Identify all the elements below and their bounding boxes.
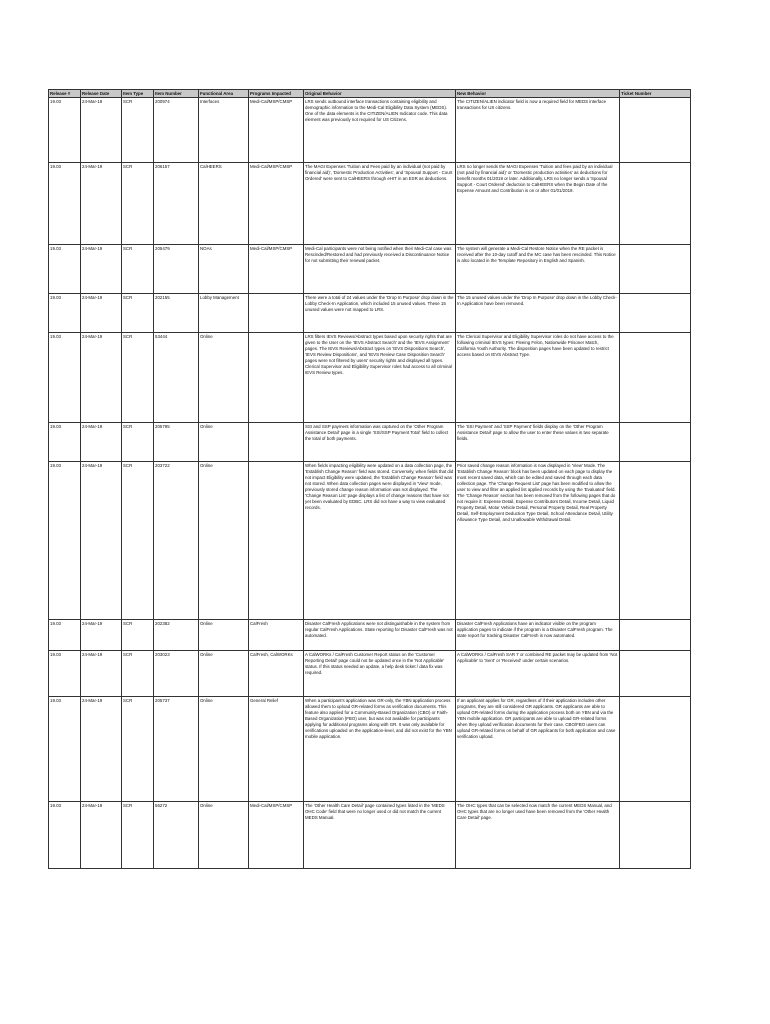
cell-new-behavior: LRS no longer sends the MAGI Expenses 'Tuition and fees paid by an individual (not paid by financial aid)' or 'Domestic production activities' as deductions for benefit months 01/2019 or later. Additionally, LRS no longer sends a 'Spousal Support - Court Ordered' deduction to CalHEERS when the Begin Date of the Expense Amount and Contribution is on or after 01/01/2019. [456,163,620,245]
table-row [49,651,691,697]
cell-ticket-number [620,620,691,651]
table-row [49,620,691,651]
cell-item-type: SCR [122,245,154,294]
table-row [49,245,691,294]
cell-ticket-number [620,697,691,802]
cell-release: 19.03 [49,462,81,620]
cell-programs-impacted: CalFresh, CalWORKs [249,651,304,697]
cell-new-behavior: The OHC types that can be selected now match the current MEDS Manual, and OHC types that are no longer used have been removed from the 'Other Health Care Detail' page. [456,802,620,869]
cell-item-type: SCR [122,462,154,620]
col-header-item-type: Item Type [122,90,154,98]
cell-functional-area: Lobby Management [199,294,249,333]
cell-functional-area: Online [199,462,249,620]
cell-item-number: 205737 [154,697,199,802]
col-header-release: Release # [49,90,81,98]
table-row [49,163,691,245]
cell-programs-impacted: Medi-Cal/MSP/CMSP [249,98,304,163]
cell-programs-impacted: CalFresh [249,620,304,651]
cell-item-number: 202382 [154,620,199,651]
cell-item-type: SCR [122,651,154,697]
cell-new-behavior: The Clerical Supervisor and Eligibility Supervisor roles do not have access to the following criminal IEVS types: Fleeing Felon, Nationwide Prisoner Match, California Youth Authority. The disposition pages have been updated to restrict access based on IEVS Abstract Type. [456,333,620,423]
cell-release-date: 24-Mar-19 [81,651,122,697]
cell-new-behavior: A CalWORKs / CalFresh SAR 7 or combined RE packet may be updated from 'Not Applicable' to 'Sent' or 'Received' under certain scenarios. [456,651,620,697]
cell-item-number: 53444 [154,333,199,423]
cell-ticket-number [620,333,691,423]
cell-release: 19.03 [49,294,81,333]
cell-new-behavior: If an applicant applies for GR, regardless of if their application includes other programs, they are still considered GR applicants. GR applicants are able to upload GR-related forms during the application process both on YBN and via the YBN mobile application. GR participants are able to upload GR-related forms when they upload verification documents for their case. CBO/FBO users can upload GR-related forms on behalf of GR applicants for both application and case verification upload. [456,697,620,802]
cell-original-behavior: The MAGI Expenses 'Tuition and Fees paid by an individual (not paid by financial aid)', 'Domestic Production Activities', and 'Spousal Support - Court Ordered' were sent to CalHEERS through eHIT in an ESR as deductions. [304,163,456,245]
table-row [49,697,691,802]
table-row [49,294,691,333]
cell-functional-area: Online [199,697,249,802]
cell-programs-impacted: Medi-Cal/MSP/CMSP [249,802,304,869]
cell-item-number: 200974 [154,98,199,163]
cell-original-behavior: There were a total of 24 values under the 'Drop In Purpose' drop down in the Lobby Check-In Application, which included 15 unused values. These 15 unused values were not mapped to LRS. [304,294,456,333]
cell-original-behavior: SSI and SSP payment information was captured on the 'Other Program Assistance Detail' page in a single 'SSI/SSP Payment Total' field to collect the total of both payments. [304,423,456,462]
cell-release-date: 24-Mar-19 [81,294,122,333]
cell-original-behavior: A CalWORKs / CalFresh Customer Report status on the 'Customer Reporting Detail' page could not be updated once in the 'Not Applicable' status. If this status needed an update, a help desk ticket / data fix was required. [304,651,456,697]
table-row [49,802,691,869]
cell-release-date: 24-Mar-19 [81,163,122,245]
cell-ticket-number [620,163,691,245]
cell-release-date: 24-Mar-19 [81,98,122,163]
col-header-ticket-number: Ticket Number [620,90,691,98]
cell-ticket-number [620,423,691,462]
cell-item-number: 206157 [154,163,199,245]
cell-release-date: 24-Mar-19 [81,462,122,620]
cell-release-date: 24-Mar-19 [81,620,122,651]
cell-release: 19.03 [49,163,81,245]
cell-original-behavior: When fields impacting eligibility were updated on a data collection page, the 'Establish Change Reason' field was stored. Conversely, when fields that did not impact Eligibility were updated, the 'Establish Change Reason' field was not stored. When data collection pages were displayed in 'View' mode, previously stored change reason information was not displayed. The 'Change Reason List' page displays a list of change reasons that have not yet been evaluated by EDBC. LRS did not have a way to view evaluated records. [304,462,456,620]
table-row [49,462,691,620]
cell-original-behavior: Disaster CalFresh Applications were not distinguishable in the system from regular CalFresh Applications. State reporting for Disaster CalFresh was not automated. [304,620,456,651]
col-header-programs-impacted: Programs Impacted [249,90,304,98]
cell-release: 19.03 [49,245,81,294]
cell-item-type: SCR [122,294,154,333]
col-header-original-behavior: Original Behavior [304,90,456,98]
cell-ticket-number [620,294,691,333]
cell-release: 19.03 [49,651,81,697]
cell-item-type: SCR [122,423,154,462]
col-header-item-number: Item Number [154,90,199,98]
cell-item-number: 205479 [154,245,199,294]
cell-release: 19.03 [49,802,81,869]
cell-ticket-number [620,98,691,163]
col-header-functional-area: Functional Area [199,90,249,98]
cell-functional-area: NOAs [199,245,249,294]
cell-functional-area: Online [199,333,249,423]
cell-item-number: 203023 [154,651,199,697]
cell-functional-area: CalHEERS [199,163,249,245]
cell-programs-impacted [249,294,304,333]
table-row [49,98,691,163]
table-row [49,423,691,462]
cell-new-behavior: The system will generate a Medi-Cal Restore Notice when the RE packet is received after the 10-day cutoff and the MC case has been rescinded. This Notice is also located in the Template Repository in English and Spanish. [456,245,620,294]
cell-release: 19.03 [49,98,81,163]
release-notes-table [48,89,691,869]
cell-functional-area: Online [199,802,249,869]
cell-new-behavior: The 'SSI Payment' and 'SSP Payment' fields display on the 'Other Program Assistance Detail' page to allow the user to enter these values in two separate fields. [456,423,620,462]
cell-release-date: 24-Mar-19 [81,245,122,294]
cell-new-behavior: The 15 unused values under the 'Drop In Purpose' drop down in the Lobby Check-In Application have been removed. [456,294,620,333]
cell-item-type: SCR [122,802,154,869]
cell-ticket-number [620,802,691,869]
cell-functional-area: Online [199,651,249,697]
cell-item-number: 56272 [154,802,199,869]
col-header-new-behavior: New Behavior [456,90,620,98]
cell-programs-impacted: General Relief [249,697,304,802]
cell-programs-impacted [249,333,304,423]
cell-functional-area: Online [199,423,249,462]
release-notes-sheet [48,89,690,869]
cell-release: 19.03 [49,620,81,651]
cell-release: 19.03 [49,333,81,423]
cell-programs-impacted: Medi-Cal/MSP/CMSP [249,245,304,294]
cell-ticket-number [620,462,691,620]
cell-original-behavior: The 'Other Health Care Detail' page contained types listed in the 'MEDS OHC Code' field that were no longer used or did not match the current MEDS Manual. [304,802,456,869]
cell-release-date: 24-Mar-19 [81,333,122,423]
cell-release-date: 24-Mar-19 [81,697,122,802]
cell-item-type: SCR [122,620,154,651]
cell-functional-area: Online [199,620,249,651]
header-row [49,90,691,98]
cell-functional-area: Interfaces [199,98,249,163]
cell-release: 19.03 [49,423,81,462]
cell-programs-impacted [249,462,304,620]
cell-new-behavior: The CITIZEN/ALIEN indicator field is now a required field for MEDS interface transactions for US citizens. [456,98,620,163]
cell-item-number: 202155 [154,294,199,333]
cell-item-type: SCR [122,333,154,423]
cell-item-type: SCR [122,98,154,163]
cell-new-behavior: Disaster CalFresh Applications have an indicator visible on the program application pages to indicate if the program is a Disaster CalFresh program. The state report for tracking Disaster CalFresh is now automated. [456,620,620,651]
cell-original-behavior: Medi-Cal participants were not being notified when their Medi-Cal case was Rescinded/Restored and had previously received a Discontinuance Notice for not submitting their renewal packet. [304,245,456,294]
cell-item-type: SCR [122,163,154,245]
cell-ticket-number [620,651,691,697]
cell-release-date: 24-Mar-19 [81,802,122,869]
cell-original-behavior: When a participant's application was GR-only, the YBN application process allowed them to upload GR-related forms as verification documents. This feature also applied for a Community-Based Organization (CBO) or Faith-Based Organization (FBO) user, but was not available for participants applying for additional programs along with GR. It was only available for verifications uploaded on the application-level, and did not exist for the YBN mobile application. [304,697,456,802]
cell-release: 19.03 [49,697,81,802]
cell-item-number: 205795 [154,423,199,462]
cell-original-behavior: LRS filters IEVS Reviews/Abstract types based upon security rights that are given to the User on the 'IEVS Abstract Search' and the 'IEVS Assignment' pages. The IEVS Reviews/Abstract types on 'IEVS Dispositions Search', 'IEVS Review Dispositions', and 'IEVS Review Case Disposition Search' pages were not filtered by users' security rights and displayed all types. Clerical Supervisor and Eligibility Supervisor roles had access to all criminal IEVS Review types. [304,333,456,423]
col-header-release-date: Release Date [81,90,122,98]
cell-original-behavior: LRS sends outbound interface transactions containing eligibility and demographic information to the Medi-Cal Eligibility Data System (MEDS). One of the data elements is the CITIZEN/ALIEN Indicator code. This data element was previously not required for US Citizens. [304,98,456,163]
cell-release-date: 24-Mar-19 [81,423,122,462]
cell-programs-impacted [249,423,304,462]
cell-item-type: SCR [122,697,154,802]
cell-ticket-number [620,245,691,294]
cell-programs-impacted: Medi-Cal/MSP/CMSP [249,163,304,245]
cell-new-behavior: Prior saved change reason information is now displayed in 'View' Mode. The 'Establish Change Reason' block has been updated on each page to display the most recent saved data, which can be edited and saved through each data collection page. The 'Change Request List' page has been modified to allow the user to view and filter an applied list applied records by using the 'Evaluated' field. The 'Change Reason' section has been removed from the following pages that do not require it: Expense Detail, Expense Contributors Detail, Income Detail, Liquid Property Detail, Motor Vehicle Detail, Personal Property Detail, Real Property Detail, Self-Employment Deduction Type Detail, School Attendance Detail, Utility Allowance Type Detail, and Unallowable Withdrawal Detail. [456,462,620,620]
cell-item-number: 203722 [154,462,199,620]
table-row [49,333,691,423]
